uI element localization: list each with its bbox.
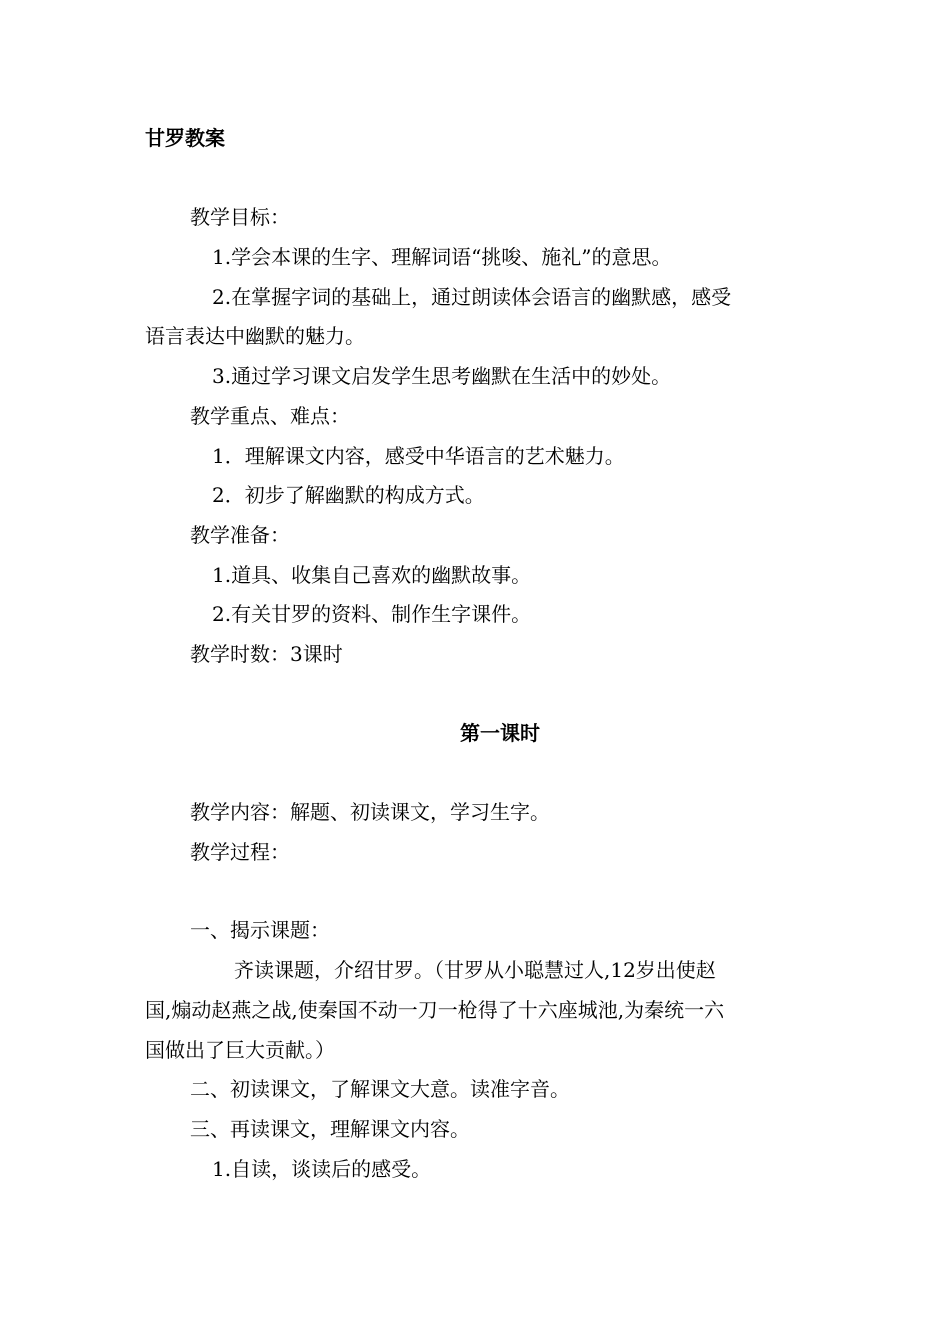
step-2: 二、初读课文，了解课文大意。读准字音。 xyxy=(190,1077,570,1101)
step-1-text-line-2: 国,煽动赵燕之战,使秦国不动一刀一枪得了十六座城池,为秦统一六 xyxy=(145,998,725,1022)
key-point-2: 2．初步了解幽默的构成方式。 xyxy=(212,483,485,507)
objective-1: 1.学会本课的生字、理解词语“挑唆、施礼”的意思。 xyxy=(212,245,672,269)
teaching-hours: 教学时数：3课时 xyxy=(190,642,343,666)
step-3: 三、再读课文，理解课文内容。 xyxy=(190,1117,470,1141)
step-1-text-line-1: 齐读课题，介绍甘罗。（甘罗从小聪慧过人,12岁出使赵 xyxy=(234,958,716,982)
document-title: 甘罗教案 xyxy=(145,126,225,150)
key-points-heading: 教学重点、难点： xyxy=(190,404,350,428)
process-heading: 教学过程： xyxy=(190,840,290,864)
prep-item-1: 1.道具、收集自己喜欢的幽默故事。 xyxy=(212,563,532,587)
step-3-item-1: 1.自读，谈读后的感受。 xyxy=(212,1157,432,1181)
objectives-heading: 教学目标： xyxy=(190,205,290,229)
teaching-content: 教学内容：解题、初读课文，学习生字。 xyxy=(190,800,550,824)
objective-2-line-1: 2.在掌握字词的基础上，通过朗读体会语言的幽默感，感受 xyxy=(212,285,732,309)
prep-item-2: 2.有关甘罗的资料、制作生字课件。 xyxy=(212,602,532,626)
step-1-text-line-3: 国做出了巨大贡献。） xyxy=(145,1038,335,1062)
objective-2-line-2: 语言表达中幽默的魅力。 xyxy=(145,324,365,348)
section-title: 第一课时 xyxy=(460,721,540,745)
objective-3: 3.通过学习课文启发学生思考幽默在生活中的妙处。 xyxy=(212,364,672,388)
prep-heading: 教学准备： xyxy=(190,523,290,547)
step-1-heading: 一、揭示课题： xyxy=(190,918,330,942)
key-point-1: 1．理解课文内容，感受中华语言的艺术魅力。 xyxy=(212,444,625,468)
